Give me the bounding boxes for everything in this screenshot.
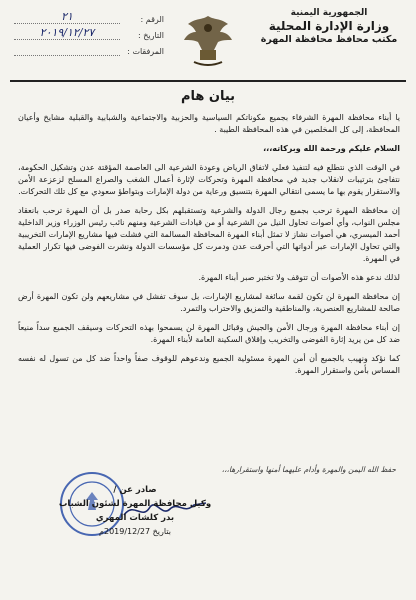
yemen-eagle-emblem-icon: [176, 10, 240, 70]
issued-by-label: صادر عن /: [113, 485, 157, 495]
letterhead-right: [254, 8, 404, 45]
paragraph-2: إن محافظة المهرة ترحب بجميع رجال الدولة والشرعية وتستقبلهم بكل رحابة صدر بل أن المهرة ترحب بانعقاد مجلس النواب، وأي أصوات تحاول النيل من الشرعية أو من قيادات الشرعية ومنهم نائب رئيس الوزراء وزير الداخلية أحمد الميسري، هي أصوات نشاز لا تمثل أبناء المهرة المحافظة المسالمة التي فشلت فيها مشاريع الإمارات التخريبية والتي تحاول الإمارات عبر أدواتها التي أحرقت عدن ودمرت كل مؤسسات الدولة ونشرت الفوضى فيها تكرار العملية في المهرة.: [18, 206, 400, 263]
paragraph-3: لذلك ندعو هذه الأصوات أن تتوقف ولا تختبر صبر أبناء المهرة.: [198, 273, 400, 282]
country-name: الجمهورية اليمنية: [290, 8, 368, 18]
greeting: السلام عليكم ورحمة الله وبركاته،،،: [263, 144, 400, 153]
signer-role: وكيل محافظة المهرة لشئون الشباب: [58, 499, 212, 509]
paragraph-6: كما نؤكد ونهيب بالجميع أن أمن المهرة مسئولية الجميع وندعوهم للوقوف صفاً واحداً ضد كل من تسول له نفسه المساس بأمن واستقرار المهرة.: [18, 354, 400, 375]
statement-title: بيان هام: [180, 89, 236, 104]
signature-block: [40, 485, 230, 540]
statement-body: [18, 112, 400, 384]
signature-date: بتاريخ 2019/12/27م: [99, 527, 171, 536]
ref-label: الرقم :: [140, 15, 164, 24]
paragraph-1: في الوقت الذي نتطلع فيه لتنفيذ فعلي لاتفاق الرياض وعودة الشرعية الى العاصمة المؤقتة عدن وتشكيل الحكومة، نتفاجئ بترتيبات لانقلاب جديد في محافظة المهرة وتحركات لإثارة أعمال الشغب والصراع المسلح لزعزعة الأمن والاستقرار يقوم بها ما يسمى انتقالي المهرة بتنسيق ورعاية من دولة الإمارات وبتواطؤ سعودي مع كل تلك التحركات.: [18, 163, 400, 196]
signer-name: بدر كلشات المهري: [95, 513, 175, 523]
reference-number-row: [14, 10, 164, 24]
intro-paragraph: يا أبناء محافظة المهرة الشرفاء بجميع مكوناتكم السياسية والحزبية والاجتماعية والشبابية والقبلية مشايخ وأعيان المحافظة، إلى كل المخلصين في هذه المحافظة الطيبة .: [18, 113, 400, 134]
date-value: ٢٠١٩/١٢/٢٧: [14, 26, 120, 40]
office-name: مكتب محافظ محافظة المهرة: [260, 34, 398, 45]
header-divider: [10, 80, 406, 82]
reference-block: [14, 10, 164, 58]
ref-value: ٢١: [14, 10, 120, 24]
ministry-name: وزارة الإدارة المحلية: [268, 19, 390, 33]
date-label: التاريخ :: [137, 31, 164, 40]
closing-line: حفظ الله اليمن والمهرة وأدام عليهما أمنها واستقرارها،،،: [221, 465, 396, 474]
date-row: [14, 26, 164, 40]
attachments-value: [14, 55, 120, 56]
paragraph-5: إن أبناء محافظة المهرة ورجال الأمن والجيش وقبائل المهرة لن يسمحوا بهذه التحركات وسيقف الجميع سداً منيعاً ضد كل من يريد إثارة الفوضى والتخريب وإقلاق السكينة العامة لأبناء المهرة.: [18, 323, 400, 344]
attachments-label: المرفقات :: [127, 47, 164, 56]
paragraph-4: إن محافظة المهرة لن تكون لقمة سائغة لمشاريع الإمارات، بل سوف تفشل في مشاريعهم ولن تكون المهرة أرض صالحة للمشاريع العنصرية، والمناطقية والتمزيق والاحتراب والتمرد.: [18, 292, 400, 313]
attachments-row: [14, 42, 164, 56]
